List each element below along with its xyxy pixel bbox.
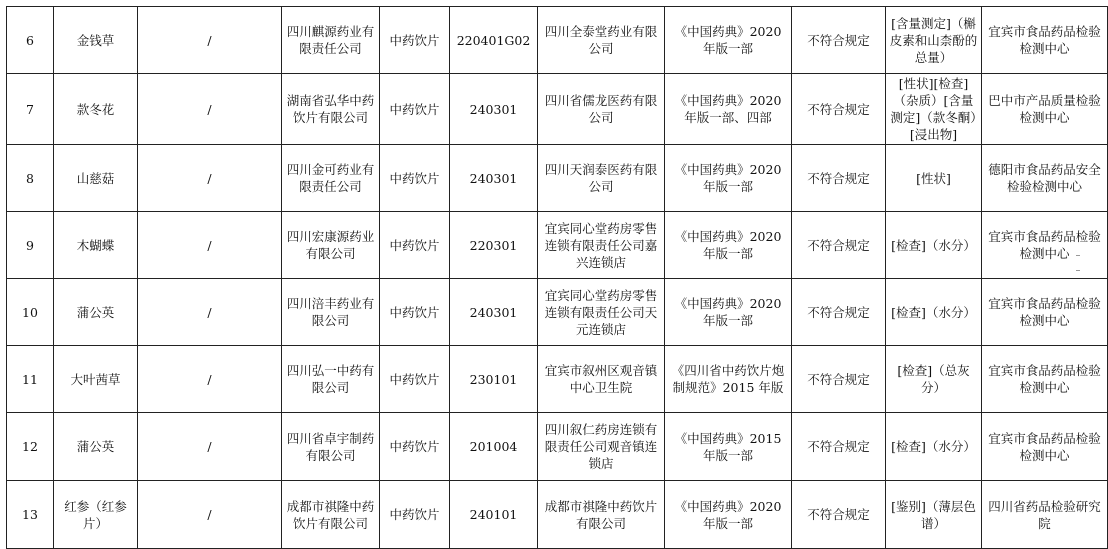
cell-testing-lab: 宜宾市食品药品检验检测中心 — [982, 346, 1108, 413]
cell-result: 不符合规定 — [792, 7, 886, 74]
cell-category: 中药饮片 — [380, 346, 450, 413]
page-edge-mark — [1076, 255, 1080, 256]
cell-standard: 《中国药典》2015 年版一部 — [665, 413, 792, 481]
cell-batch-number: 240301 — [450, 74, 538, 145]
cell-category: 中药饮片 — [380, 481, 450, 549]
cell-testing-lab: 德阳市食品药品安全检验检测中心 — [982, 145, 1108, 212]
cell-product-name: 大叶茜草 — [54, 346, 138, 413]
table-body — [7, 7, 1108, 549]
cell-row-number: 7 — [7, 74, 54, 145]
cell-standard: 《中国药典》2020 年版一部 — [665, 212, 792, 279]
cell-result: 不符合规定 — [792, 74, 886, 145]
cell-sampled-unit: 宜宾同心堂药房零售连锁有限责任公司嘉兴连锁店 — [538, 212, 665, 279]
cell-product-name: 蒲公英 — [54, 413, 138, 481]
cell-specification: / — [138, 481, 282, 549]
cell-testing-lab: 宜宾市食品药品检验检测中心 — [982, 212, 1108, 279]
cell-specification: / — [138, 212, 282, 279]
cell-producer: 四川弘一中药有限公司 — [282, 346, 380, 413]
cell-producer: 四川宏康源药业有限公司 — [282, 212, 380, 279]
cell-specification: / — [138, 346, 282, 413]
cell-standard: 《中国药典》2020 年版一部、四部 — [665, 74, 792, 145]
cell-product-name: 金钱草 — [54, 7, 138, 74]
cell-row-number: 10 — [7, 279, 54, 346]
cell-batch-number: 201004 — [450, 413, 538, 481]
cell-failed-items: [含量测定]（槲皮素和山柰酚的总量） — [886, 7, 982, 74]
cell-batch-number: 240301 — [450, 145, 538, 212]
cell-product-name: 蒲公英 — [54, 279, 138, 346]
table-row — [7, 74, 1108, 145]
cell-product-name: 木蝴蝶 — [54, 212, 138, 279]
cell-result: 不符合规定 — [792, 481, 886, 549]
cell-sampled-unit: 四川省儒龙医药有限公司 — [538, 74, 665, 145]
table-row — [7, 212, 1108, 279]
cell-producer: 四川省卓宇制药有限公司 — [282, 413, 380, 481]
cell-standard: 《中国药典》2020 年版一部 — [665, 279, 792, 346]
cell-sampled-unit: 四川全泰堂药业有限公司 — [538, 7, 665, 74]
table-row — [7, 413, 1108, 481]
cell-category: 中药饮片 — [380, 413, 450, 481]
cell-testing-lab: 巴中市产品质量检验检测中心 — [982, 74, 1108, 145]
cell-failed-items: [性状][检查]（杂质）[含量测定]（款冬酮）[浸出物] — [886, 74, 982, 145]
cell-row-number: 13 — [7, 481, 54, 549]
cell-product-name: 山慈菇 — [54, 145, 138, 212]
cell-result: 不符合规定 — [792, 346, 886, 413]
cell-standard: 《四川省中药饮片炮制规范》2015 年版 — [665, 346, 792, 413]
cell-batch-number: 230101 — [450, 346, 538, 413]
cell-row-number: 8 — [7, 145, 54, 212]
cell-producer: 成都市祺隆中药饮片有限公司 — [282, 481, 380, 549]
cell-specification: / — [138, 279, 282, 346]
cell-category: 中药饮片 — [380, 7, 450, 74]
cell-sampled-unit: 宜宾市叙州区观音镇中心卫生院 — [538, 346, 665, 413]
cell-product-name: 款冬花 — [54, 74, 138, 145]
page-edge-mark — [1076, 270, 1080, 271]
cell-batch-number: 220401G02 — [450, 7, 538, 74]
table-row — [7, 481, 1108, 549]
cell-sampled-unit: 成都市祺隆中药饮片有限公司 — [538, 481, 665, 549]
cell-testing-lab: 宜宾市食品药品检验检测中心 — [982, 413, 1108, 481]
cell-specification: / — [138, 145, 282, 212]
cell-row-number: 9 — [7, 212, 54, 279]
cell-testing-lab: 四川省药品检验研究院 — [982, 481, 1108, 549]
cell-standard: 《中国药典》2020 年版一部 — [665, 145, 792, 212]
cell-row-number: 12 — [7, 413, 54, 481]
table-row — [7, 346, 1108, 413]
cell-result: 不符合规定 — [792, 279, 886, 346]
table-row — [7, 145, 1108, 212]
inspection-results-table — [6, 6, 1108, 549]
cell-row-number: 6 — [7, 7, 54, 74]
cell-batch-number: 240101 — [450, 481, 538, 549]
cell-sampled-unit: 四川天润泰医药有限公司 — [538, 145, 665, 212]
cell-testing-lab: 宜宾市食品药品检验检测中心 — [982, 7, 1108, 74]
cell-failed-items: [检查]（水分） — [886, 279, 982, 346]
cell-batch-number: 220301 — [450, 212, 538, 279]
cell-category: 中药饮片 — [380, 212, 450, 279]
cell-standard: 《中国药典》2020 年版一部 — [665, 481, 792, 549]
cell-producer: 四川麒源药业有限责任公司 — [282, 7, 380, 74]
cell-specification: / — [138, 74, 282, 145]
cell-producer: 四川金可药业有限责任公司 — [282, 145, 380, 212]
cell-category: 中药饮片 — [380, 145, 450, 212]
cell-result: 不符合规定 — [792, 212, 886, 279]
cell-result: 不符合规定 — [792, 145, 886, 212]
cell-sampled-unit: 宜宾同心堂药房零售连锁有限责任公司天元连锁店 — [538, 279, 665, 346]
table-row — [7, 279, 1108, 346]
cell-testing-lab: 宜宾市食品药品检验检测中心 — [982, 279, 1108, 346]
cell-producer: 湖南省弘华中药饮片有限公司 — [282, 74, 380, 145]
table-row — [7, 7, 1108, 74]
cell-producer: 四川涪丰药业有限公司 — [282, 279, 380, 346]
cell-category: 中药饮片 — [380, 279, 450, 346]
cell-product-name: 红参（红参片） — [54, 481, 138, 549]
cell-failed-items: [检查]（总灰分） — [886, 346, 982, 413]
cell-row-number: 11 — [7, 346, 54, 413]
cell-specification: / — [138, 7, 282, 74]
cell-failed-items: [检查]（水分） — [886, 413, 982, 481]
cell-batch-number: 240301 — [450, 279, 538, 346]
cell-category: 中药饮片 — [380, 74, 450, 145]
cell-specification: / — [138, 413, 282, 481]
cell-failed-items: [检查]（水分） — [886, 212, 982, 279]
cell-standard: 《中国药典》2020 年版一部 — [665, 7, 792, 74]
cell-sampled-unit: 四川叙仁药房连锁有限责任公司观音镇连锁店 — [538, 413, 665, 481]
cell-result: 不符合规定 — [792, 413, 886, 481]
cell-failed-items: [鉴别]（薄层色谱） — [886, 481, 982, 549]
cell-failed-items: [性状] — [886, 145, 982, 212]
